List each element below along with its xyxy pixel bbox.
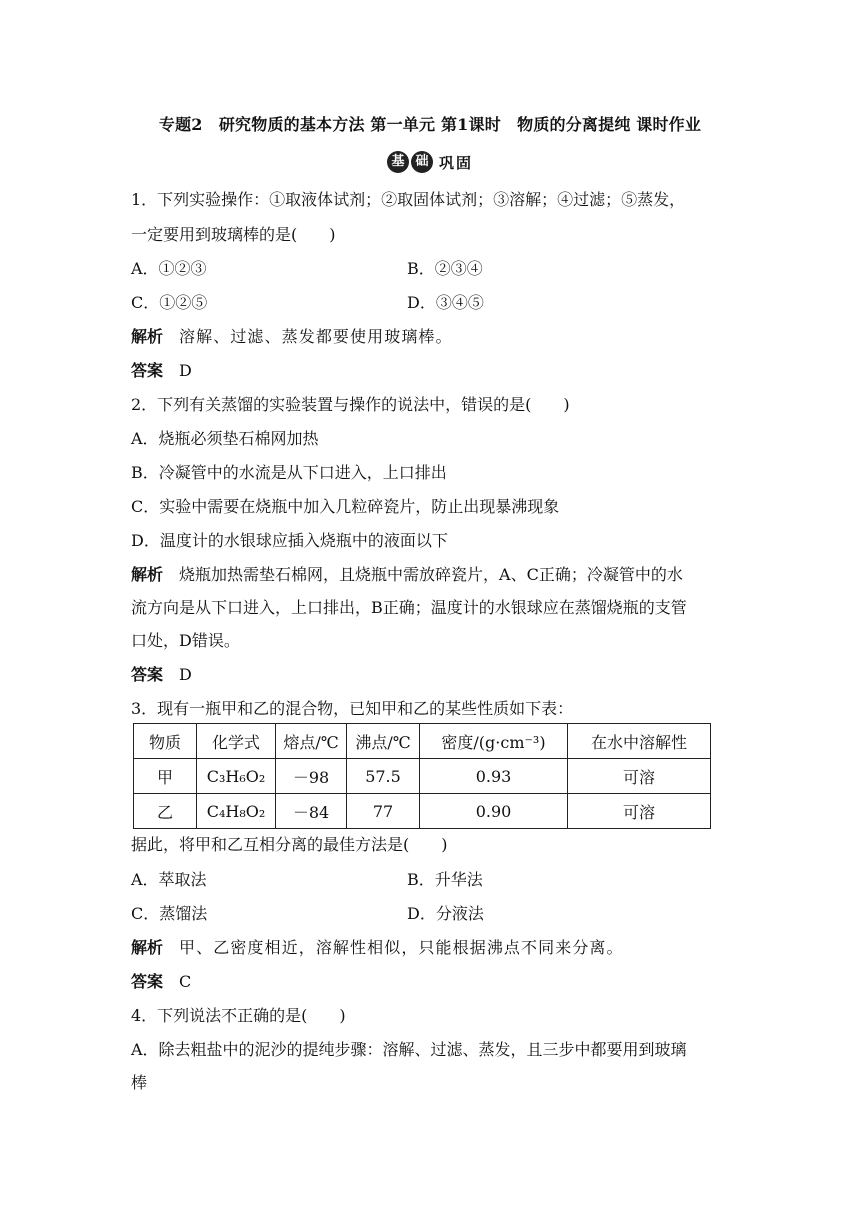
answer-label: 答案 <box>131 361 164 380</box>
q2-option-c: C．实验中需要在烧瓶中加入几粒碎瓷片，防止出现暴沸现象 <box>131 497 560 516</box>
properties-table <box>133 723 711 829</box>
table-cell: －98 <box>276 759 347 794</box>
q3-option-a: A．萃取法 <box>131 870 207 889</box>
table-row <box>134 794 711 829</box>
q3-analysis <box>131 937 624 959</box>
q2-option-d: D．温度计的水银球应插入烧瓶中的液面以下 <box>131 531 448 550</box>
q1-analysis <box>131 326 453 348</box>
table-header-cell: 物质 <box>134 724 197 759</box>
table-cell: C₃H₆O₂ <box>197 759 276 794</box>
answer-value: D <box>179 665 192 684</box>
q2-analysis-line3: 口处，D错误。 <box>131 631 240 650</box>
answer-value: C <box>179 972 192 991</box>
q2-option-a: A．烧瓶必须垫石棉网加热 <box>131 429 319 448</box>
table-cell: 乙 <box>134 794 197 829</box>
badge-text: 巩固 <box>438 153 473 172</box>
analysis-text: 烧瓶加热需垫石棉网，且烧瓶中需放碎瓷片，A、C正确；冷凝管中的水 <box>179 565 683 584</box>
table-header-cell: 沸点/℃ <box>347 724 420 759</box>
table-header-row <box>134 724 711 759</box>
q3-option-d: D．分液法 <box>407 904 484 923</box>
q1-option-d: D．③④⑤ <box>407 293 484 312</box>
answer-label: 答案 <box>131 665 164 684</box>
section-badge <box>387 151 473 173</box>
answer-label: 答案 <box>131 972 164 991</box>
q2-stem: 2．下列有关蒸馏的实验装置与操作的说法中，错误的是( ) <box>131 395 570 414</box>
q4-stem: 4．下列说法不正确的是( ) <box>131 1006 346 1025</box>
q2-analysis-line1 <box>131 564 683 586</box>
q1-option-a: A．①②③ <box>131 259 207 278</box>
q3-answer <box>131 971 191 993</box>
q4-option-a-line2: 棒 <box>131 1073 148 1092</box>
table-cell: 77 <box>347 794 420 829</box>
q3-option-c: C．蒸馏法 <box>131 904 208 923</box>
q1-option-c: C．①②⑤ <box>131 293 208 312</box>
badge-char-1: 基 <box>387 151 409 173</box>
q1-option-b: B．②③④ <box>407 259 483 278</box>
page-title: 专题2 研究物质的基本方法 第一单元 第1课时 物质的分离提纯 课时作业 <box>158 115 702 134</box>
analysis-label: 解析 <box>131 938 164 957</box>
badge-char-2: 础 <box>411 151 433 173</box>
q3-question: 据此，将甲和乙互相分离的最佳方法是( ) <box>131 835 448 854</box>
answer-value: D <box>179 361 192 380</box>
q2-option-b: B．冷凝管中的水流是从下口进入，上口排出 <box>131 463 447 482</box>
table-header-cell: 熔点/℃ <box>276 724 347 759</box>
q1-answer <box>131 360 192 382</box>
analysis-label: 解析 <box>131 327 164 346</box>
table-header-cell: 在水中溶解性 <box>568 724 711 759</box>
table-cell: C₄H₈O₂ <box>197 794 276 829</box>
q3-option-b: B．升华法 <box>407 870 483 889</box>
table-cell: 可溶 <box>568 759 711 794</box>
q2-analysis-line2: 流方向是从下口进入，上口排出，B正确；温度计的水银球应在蒸馏烧瓶的支管 <box>131 598 687 617</box>
section-badge-wrap <box>0 150 860 173</box>
table-cell: 甲 <box>134 759 197 794</box>
table-cell: 0.93 <box>420 759 568 794</box>
table-cell: －84 <box>276 794 347 829</box>
q1-stem-line1: 1．下列实验操作：①取液体试剂；②取固体试剂；③溶解；④过滤；⑤蒸发， <box>131 190 686 209</box>
table-header-cell: 密度/(g·cm⁻³) <box>420 724 568 759</box>
q3-stem: 3．现有一瓶甲和乙的混合物，已知甲和乙的某些性质如下表： <box>131 699 574 718</box>
table-cell: 57.5 <box>347 759 420 794</box>
table-cell: 0.90 <box>420 794 568 829</box>
q4-option-a-line1: A．除去粗盐中的泥沙的提纯步骤：溶解、过滤、蒸发，且三步中都要用到玻璃 <box>131 1040 687 1059</box>
analysis-text: 溶解、过滤、蒸发都要使用玻璃棒。 <box>179 327 453 346</box>
analysis-label: 解析 <box>131 565 164 584</box>
analysis-text: 甲、乙密度相近，溶解性相似，只能根据沸点不同来分离。 <box>179 938 624 957</box>
q2-answer <box>131 664 192 686</box>
table-row <box>134 759 711 794</box>
table-cell: 可溶 <box>568 794 711 829</box>
q1-stem-line2: 一定要用到玻璃棒的是( ) <box>131 225 336 244</box>
table-header-cell: 化学式 <box>197 724 276 759</box>
